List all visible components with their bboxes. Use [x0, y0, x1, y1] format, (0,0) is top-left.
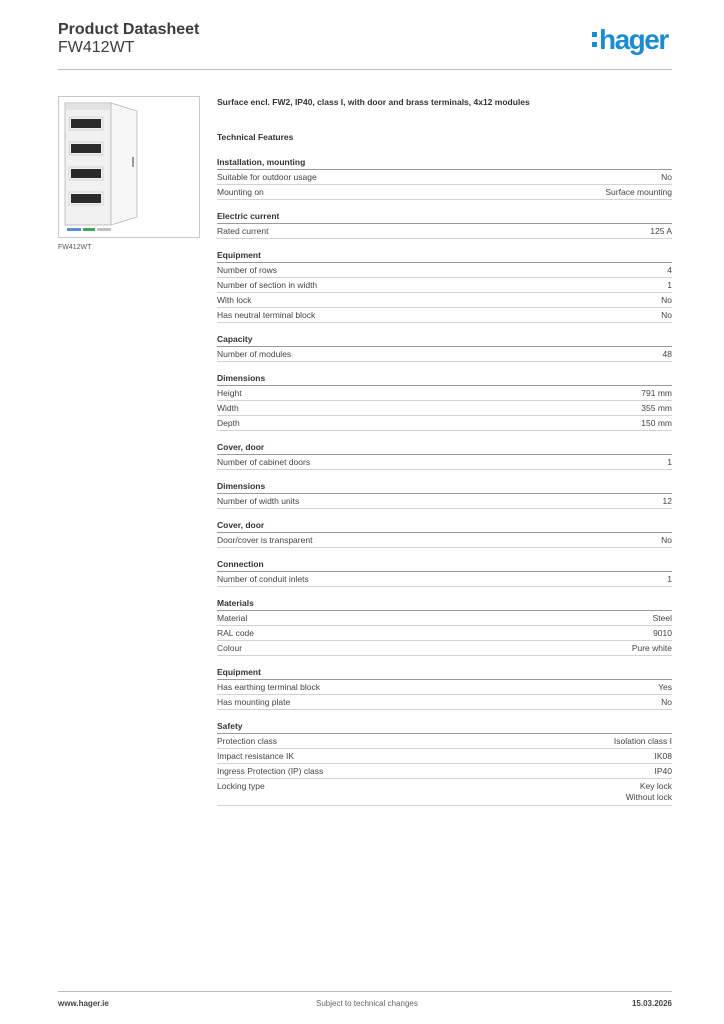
spec-row	[217, 641, 672, 656]
spec-section	[217, 249, 672, 323]
spec-value: Steel	[652, 613, 672, 623]
section-title: Cover, door	[217, 519, 672, 533]
spec-section	[217, 666, 672, 710]
spec-value: Yes	[658, 682, 672, 692]
spec-row	[217, 764, 672, 779]
spec-value: No	[661, 310, 672, 320]
spec-section	[217, 333, 672, 362]
spec-row	[217, 185, 672, 200]
section-title: Installation, mounting	[217, 156, 672, 170]
spec-section	[217, 372, 672, 431]
spec-row	[217, 779, 672, 806]
spec-value: 1	[667, 574, 672, 584]
spec-label: Width	[217, 403, 239, 413]
spec-row	[217, 308, 672, 323]
spec-row	[217, 533, 672, 548]
spec-label: Number of rows	[217, 265, 277, 275]
section-title: Dimensions	[217, 480, 672, 494]
spec-label: Number of conduit inlets	[217, 574, 309, 584]
spec-row	[217, 224, 672, 239]
spec-row	[217, 695, 672, 710]
product-image	[58, 96, 200, 238]
spec-row	[217, 572, 672, 587]
spec-row	[217, 626, 672, 641]
spec-value: No	[661, 295, 672, 305]
spec-value-line: Key lock	[639, 781, 672, 791]
spec-section	[217, 156, 672, 200]
spec-label: Number of section in width	[217, 280, 318, 290]
section-title: Dimensions	[217, 372, 672, 386]
spec-value: 355 mm	[641, 403, 672, 413]
footer-notice: Subject to technical changes	[316, 999, 418, 1008]
spec-label: Colour	[217, 643, 243, 653]
spec-row	[217, 347, 672, 362]
spec-label: Suitable for outdoor usage	[217, 172, 317, 182]
section-title: Cover, door	[217, 441, 672, 455]
spec-label: Number of modules	[217, 349, 292, 359]
spec-value: No	[661, 172, 672, 182]
spec-value: Pure white	[631, 643, 672, 653]
section-title: Safety	[217, 720, 672, 734]
spec-section	[217, 597, 672, 656]
spec-label: Number of cabinet doors	[217, 457, 311, 467]
spec-value: 4	[667, 265, 672, 275]
spec-label: Has neutral terminal block	[217, 310, 316, 320]
spec-section	[217, 480, 672, 509]
spec-label: RAL code	[217, 628, 255, 638]
footer-website: www.hager.ie	[58, 999, 109, 1008]
product-code: FW412WT	[58, 39, 135, 56]
spec-value: Surface mounting	[605, 187, 672, 197]
section-title: Capacity	[217, 333, 672, 347]
spec-value: No	[661, 697, 672, 707]
page-title: Product Datasheet	[58, 21, 200, 38]
spec-sections	[217, 156, 672, 806]
section-title: Materials	[217, 597, 672, 611]
spec-label: Rated current	[217, 226, 269, 236]
product-image-caption: FW412WT	[58, 244, 92, 251]
spec-value: 1	[667, 280, 672, 290]
spec-value: Isolation class I	[613, 736, 672, 746]
spec-section	[217, 441, 672, 470]
spec-row	[217, 494, 672, 509]
spec-label: Has earthing terminal block	[217, 682, 320, 692]
spec-row	[217, 401, 672, 416]
spec-row	[217, 734, 672, 749]
spec-label: Mounting on	[217, 187, 264, 197]
spec-value: 125 A	[650, 226, 672, 236]
spec-label: Has mounting plate	[217, 697, 291, 707]
spec-value: IK08	[654, 751, 672, 761]
spec-label: With lock	[217, 295, 252, 305]
spec-value: 150 mm	[641, 418, 672, 428]
header-divider	[58, 69, 672, 70]
technical-content	[217, 96, 672, 806]
logo-dots-icon	[592, 32, 597, 47]
spec-value-line: Without lock	[625, 792, 672, 802]
spec-row	[217, 749, 672, 764]
spec-section	[217, 558, 672, 587]
spec-label: Door/cover is transparent	[217, 535, 313, 545]
enclosure-illustration-icon	[59, 97, 199, 237]
section-title: Electric current	[217, 210, 672, 224]
spec-value	[626, 781, 672, 803]
spec-value: 1	[667, 457, 672, 467]
spec-label: Height	[217, 388, 242, 398]
spec-row	[217, 278, 672, 293]
product-description: Surface encl. FW2, IP40, class I, with door and brass terminals, 4x12 modules	[217, 97, 530, 107]
spec-row	[217, 455, 672, 470]
spec-value: 9010	[653, 628, 672, 638]
spec-label: Ingress Protection (IP) class	[217, 766, 324, 776]
spec-section	[217, 720, 672, 806]
spec-section	[217, 519, 672, 548]
section-title: Equipment	[217, 249, 672, 263]
spec-row	[217, 170, 672, 185]
spec-row	[217, 293, 672, 308]
section-title: Connection	[217, 558, 672, 572]
spec-label: Depth	[217, 418, 240, 428]
spec-section	[217, 210, 672, 239]
spec-label: Locking type	[217, 781, 265, 791]
spec-row	[217, 263, 672, 278]
spec-label: Number of width units	[217, 496, 300, 506]
spec-value: 48	[662, 349, 672, 359]
technical-features-heading: Technical Features	[217, 132, 294, 142]
brand-logo	[592, 24, 668, 56]
spec-label: Impact resistance IK	[217, 751, 295, 761]
footer-date: 15.03.2026	[631, 999, 672, 1008]
spec-row	[217, 386, 672, 401]
spec-row	[217, 611, 672, 626]
spec-value: 12	[662, 496, 672, 506]
spec-row	[217, 680, 672, 695]
brand-name: hager	[599, 24, 668, 55]
spec-value: 791 mm	[641, 388, 672, 398]
footer-divider	[58, 991, 672, 992]
section-title: Equipment	[217, 666, 672, 680]
spec-value: No	[661, 535, 672, 545]
spec-label: Protection class	[217, 736, 277, 746]
spec-label: Material	[217, 613, 248, 623]
spec-value: IP40	[654, 766, 672, 776]
spec-row	[217, 416, 672, 431]
